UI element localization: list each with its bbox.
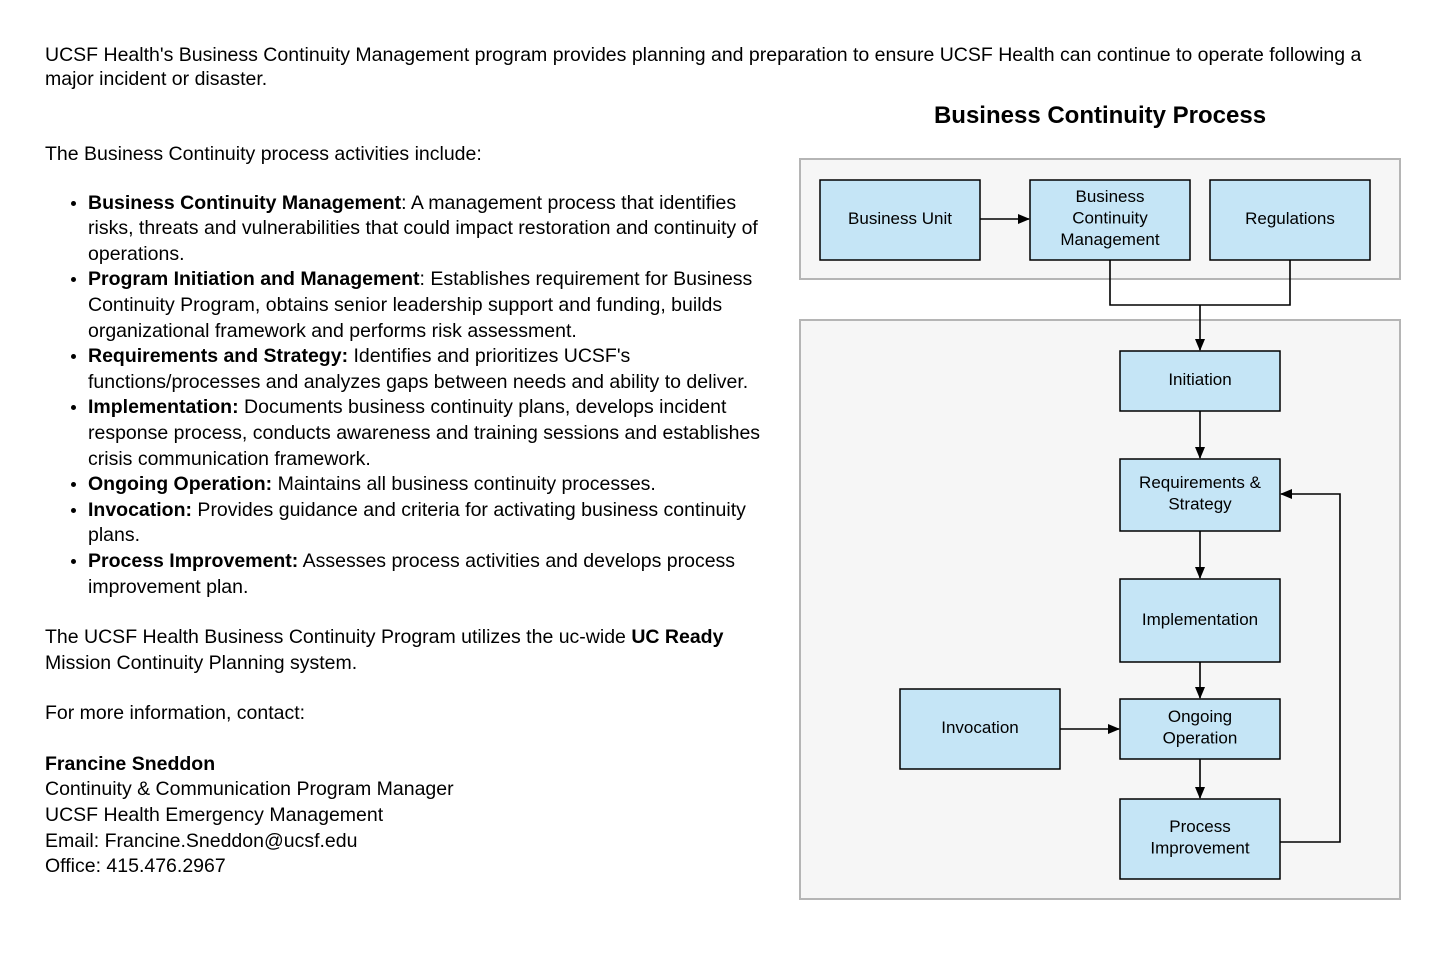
node-requirements [1120,459,1280,531]
activity-desc: Assesses process activities and develops process improvement plan. [88,549,736,598]
diagram-title: Business Continuity Process [933,102,1267,129]
node-label: Invocation [941,718,1019,737]
contact-office: Office: 415.476.2967 [45,855,226,878]
activity-sep: : [419,268,425,291]
activity-desc: Provides guidance and criteria for activating business continuity plans. [88,498,746,547]
node-implementation [1120,579,1280,662]
node-initiation [1120,351,1280,411]
contact-intro: For more information, contact: [45,702,306,725]
node-label: Implementation [1141,610,1259,629]
activity-desc: Documents business continuity plans, develops incident response process, conducts awareness and training sessions and establishes crisis communication framework. [88,396,761,470]
activity-term: Invocation: [88,498,193,521]
node-process-improvement [1120,799,1280,879]
contact-title: Continuity & Communication Program Manager [45,778,454,801]
contact-name: Francine Sneddon [45,752,216,775]
contact-org: UCSF Health Emergency Management [45,804,384,827]
contact-email: Email: Francine.Sneddon@ucsf.edu [45,829,358,852]
node-label: Process Improvement [1150,817,1250,858]
system-note-after: Mission Continuity Planning system. [45,651,358,674]
activity-term: Process Improvement: [88,549,299,572]
node-regulations [1210,180,1370,260]
activity-sep: : [401,191,407,214]
node-invocation [900,689,1060,769]
activity-term: Business Continuity Management [88,191,402,214]
activity-desc: Identifies and prioritizes UCSF's functions/processes and analyzes gaps between needs and ability to deliver. [88,345,749,393]
activity-term: Ongoing Operation: [88,473,273,496]
activity-term: Requirements and Strategy: [88,345,349,368]
node-label: Business Continuity Management [1060,187,1160,249]
node-bcm [1030,180,1190,260]
node-label: Regulations [1245,209,1335,228]
system-note-before: The UCSF Health Business Continuity Program utilizes the uc-wide [45,626,632,649]
node-label: Business Unit [848,209,952,228]
activities-intro: The Business Continuity process activities include: [45,143,482,165]
activity-desc: Maintains all business continuity processes. [272,473,656,496]
node-label: Initiation [1168,370,1232,389]
node-business-unit [820,180,980,260]
activity-desc: A management process that identifies risks, threats and vulnerabilities that could impact restoration and continuity of operations. [88,191,758,265]
system-note-bold: UC Ready [631,626,724,649]
intro-paragraph: UCSF Health's Business Continuity Management program provides planning and preparation to ensure UCSF Health can continue to operate following a major incident or disaster. [45,44,1362,90]
activity-term: Implementation: [88,396,239,419]
activity-desc: Establishes requirement for Business Continuity Program, obtains senior leadership support and funding, builds organizational framework and performs risk assessment. [88,268,753,342]
activity-term: Program Initiation and Management [88,268,420,291]
node-label: Requirements & Strategy [1139,473,1261,514]
node-ongoing-operation [1120,699,1280,759]
node-label: Ongoing Operation [1162,707,1238,748]
process-group [800,320,1400,899]
